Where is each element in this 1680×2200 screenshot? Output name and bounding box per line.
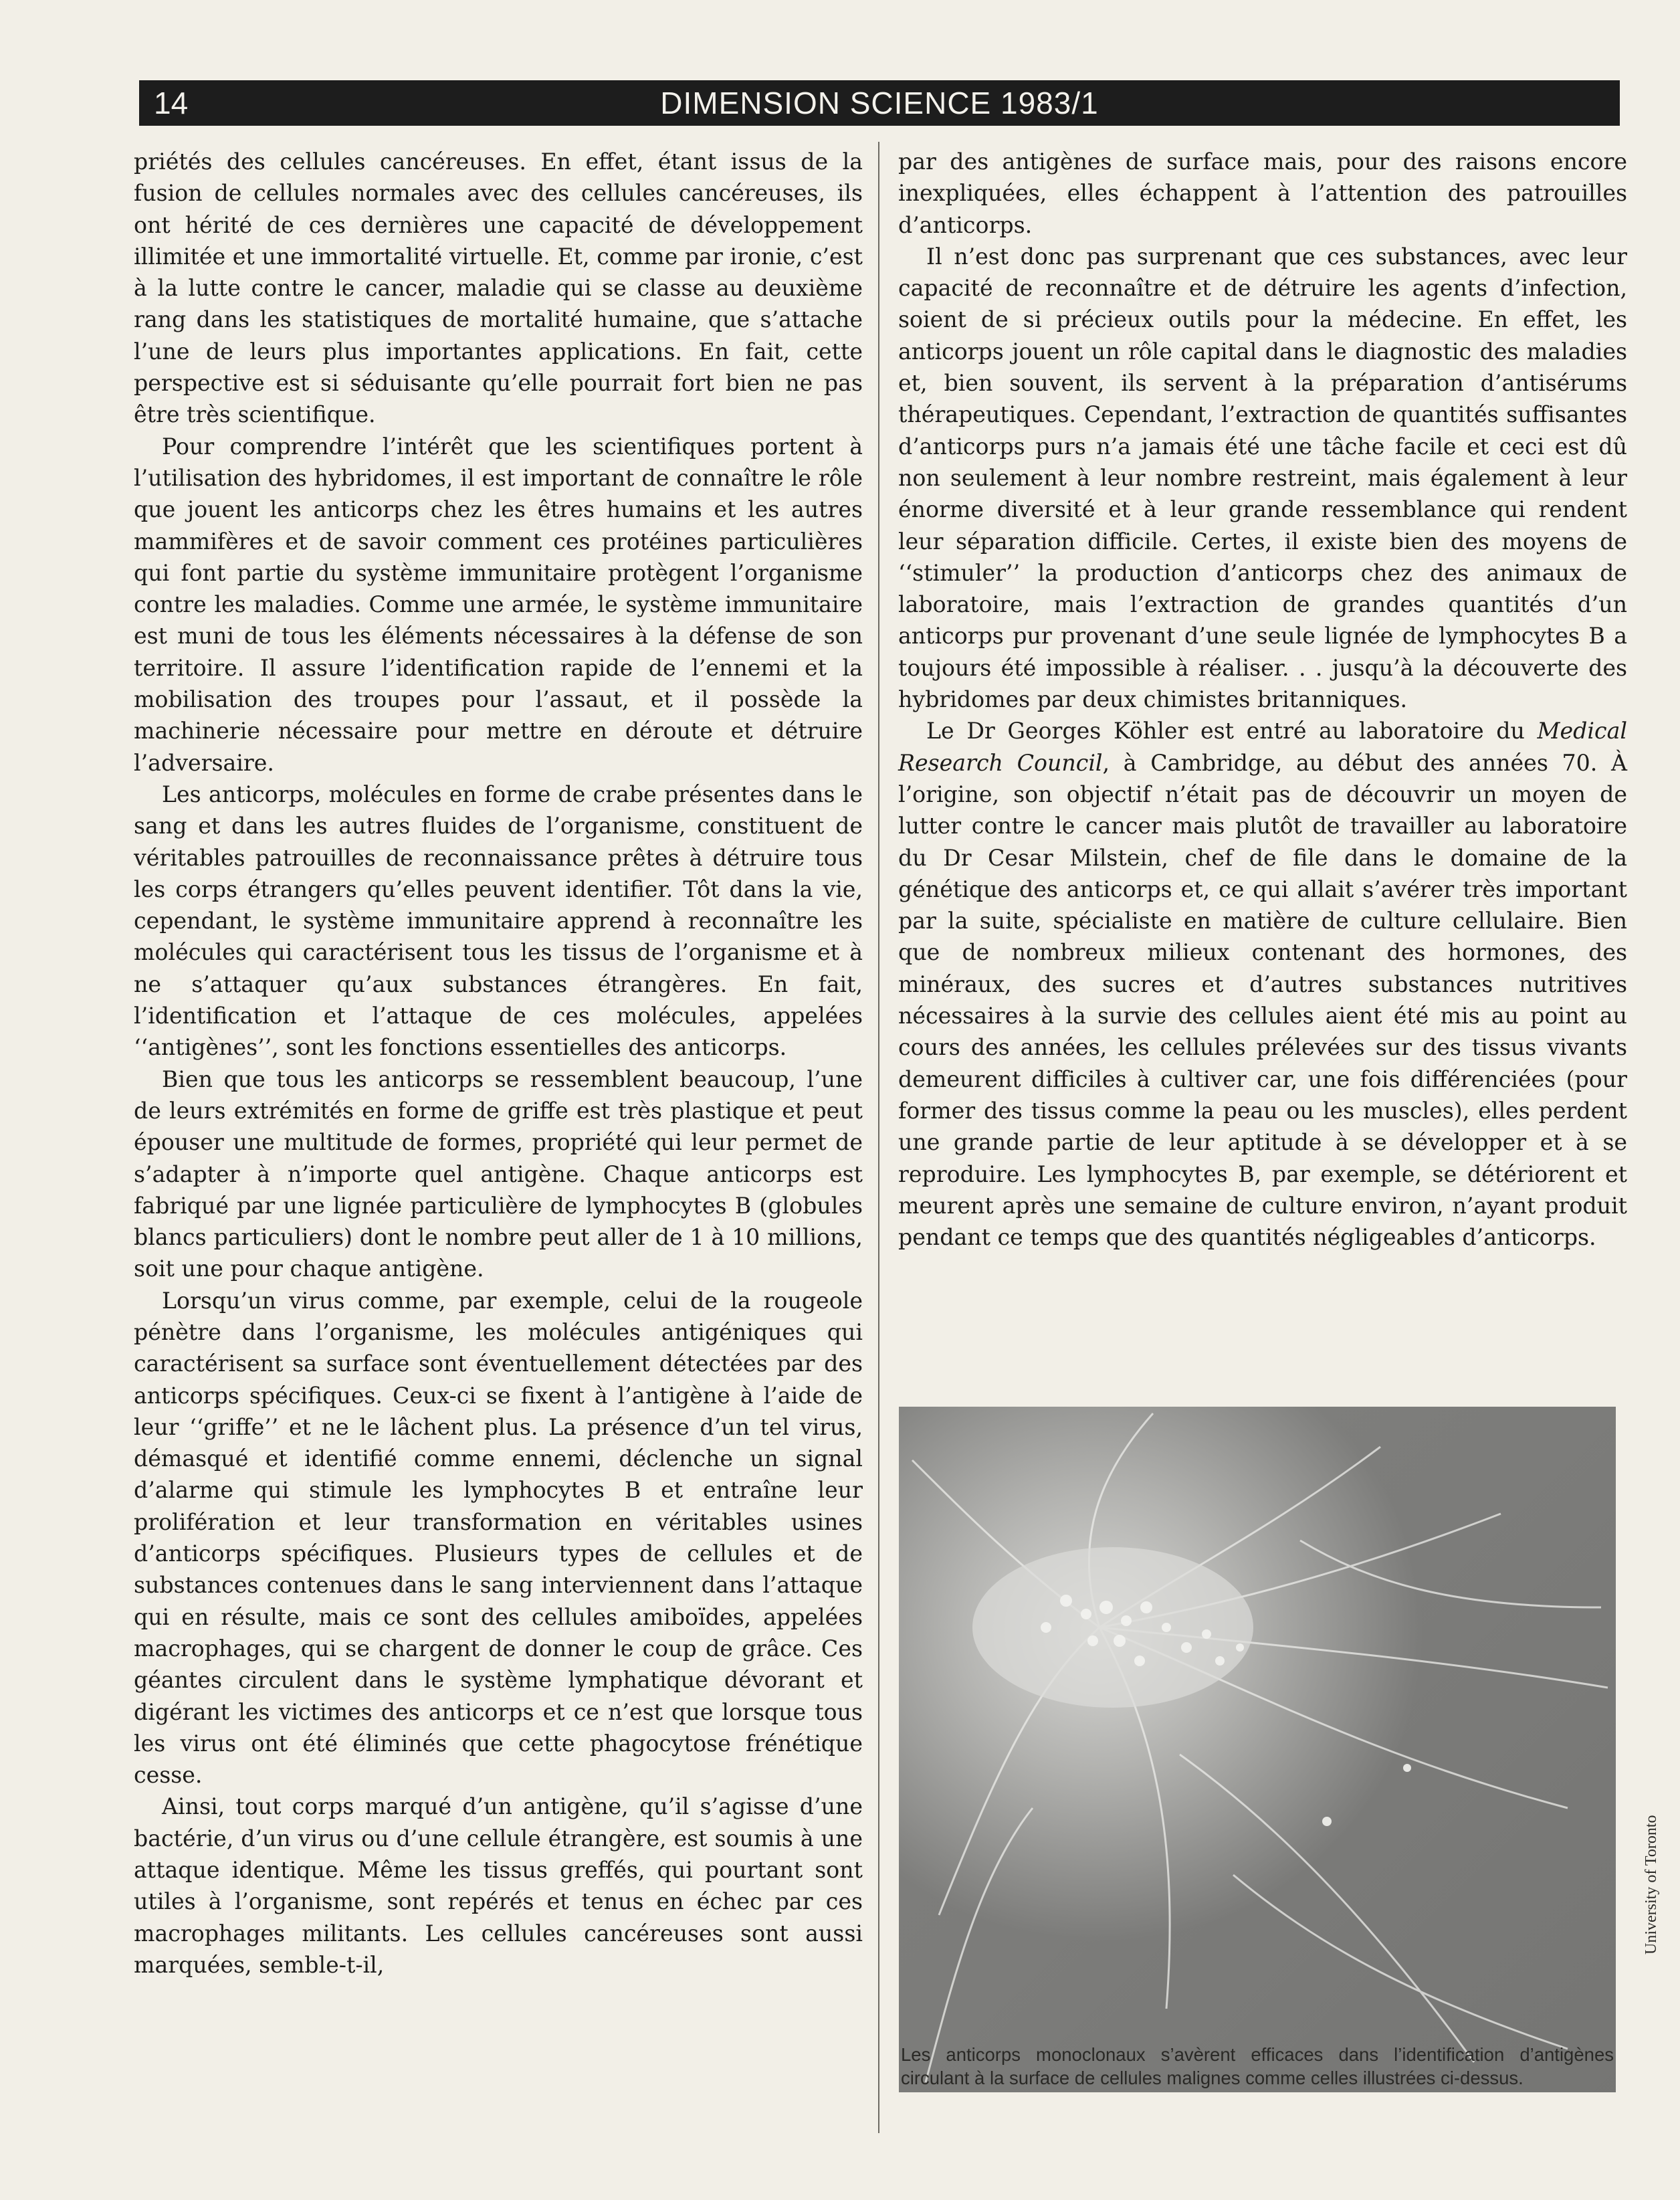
page-number: 14 (154, 86, 189, 120)
paragraph: par des antigènes de surface mais, pour des raisons encore inexpliquées, elles échappent à l’attention des patrouilles d’anticorps. (898, 148, 1627, 238)
paragraph: Les anticorps, molécules en forme de crabe présentes dans le sang et dans les autres fluides de l’organisme, constituent de véritables patrouilles de reconnaissance prêtes à détruire tous les corps étrangers qu’elles peuvent identifier. Tôt dans la vie, cependant, le système immunitaire apprend à reconnaître les molécules qui caractérisent tous les tissus de l’organisme et à ne s’attaquer qu’aux substances étrangères. En fait, l’identification et l’attaque de ces molécules, appelées ‘‘antigènes’’, sont les fonctions essentielles des anticorps. (134, 781, 863, 1061)
paragraph: Bien que tous les anticorps se ressemblent beaucoup, l’une de leurs extrémités en forme de griffe est très plastique et peut épouser une multitude de formes, propriété qui leur permet de s’adapter à n’importe quel antigène. Chaque anticorps est fabriqué par une lignée particulière de lymphocytes B (globules blancs particuliers) dont le nombre peut aller de 1 à 10 millions, soit une pour chaque antigène. (134, 1066, 863, 1282)
paragraph: Il n’est donc pas surprenant que ces substances, avec leur capacité de reconnaître et de détruire les agents d’infection, soient de si précieux outils pour la médecine. En effet, les anticorps jouent un rôle capital dans le diagnostic des maladies et, bien souvent, ils servent à la préparation d’antisérums thérapeutiques. Cependant, l’extraction de quantités suffisantes d’anticorps purs n’a jamais été une tâche facile et ceci est dû non seulement à leur nombre restreint, mais également à leur énorme diversité et à leur grande ressemblance qui rendent leur séparation difficile. Certes, il existe bien des moyens de ‘‘stimuler’’ la production d’anticorps chez des animaux de laboratoire, mais l’extraction de grandes quantités d’un anticorps pur provenant d’une seule lignée de lymphocytes B a toujours été impossible à réaliser. . . jusqu’à la découverte des hybridomes par deux chimistes britanniques. (898, 243, 1627, 713)
left-column (134, 146, 863, 1981)
institution-name: Medical Research Council (898, 718, 1627, 776)
right-column (898, 146, 1627, 1253)
photo-credit: University of Toronto (1643, 1815, 1660, 1955)
paragraph: priétés des cellules cancéreuses. En effet, étant issus de la fusion de cellules normales avec des cellules cancéreuses, ils ont hérité de ces dernières une capacité de développement illimitée et une immortalité virtuelle. Et, comme par ironie, c’est à la lutte contre le cancer, maladie qui se classe au deuxième rang dans les statistiques de mortalité humaine, que s’attache l’une de leurs plus importantes applications. En fait, cette perspective est si séduisante qu’elle pourrait fort bien ne pas être très scientifique. (134, 148, 863, 428)
paragraph-text: Le Dr Georges Köhler est entré au laboratoire du (926, 718, 1525, 744)
paragraph-text: , à Cambridge, au début des années 70. À l’origine, son objectif n’était pas de découvrir un moyen de lutter contre le cancer mais plutôt de travailler au laboratoire du Dr Cesar Milstein, chef de file dans le domaine de la génétique des anticorps et, ce qui allait s’avérer très important par la suite, spécialiste en matière de culture cellulaire. Bien que de nombreux milieux contenant des hormones, des minéraux, des sucres et d’autres substances nutritives nécessaires à la survie des cellules aient été mis au point au cours des années, les cellules prélevées sur des tissus vivants demeurent difficiles à cultiver car, une fois différenciées (pour former des tissus comme la peau ou les muscles), elles perdent une grande partie de leur aptitude à se développer et à se reproduire. Les lymphocytes B, par exemple, se détériorent et meurent après une semaine de culture environ, n’ayant produit pendant ce temps que des quantités négligeables d’anticorps. (898, 749, 1627, 1251)
paragraph: Lorsqu’un virus comme, par exemple, celui de la rougeole pénètre dans l’organisme, les molécules antigéniques qui caractérisent sa surface sont éventuellement détectées par des anticorps spécifiques. Ceux-ci se fixent à l’antigène à l’aide de leur ‘‘griffe’’ et ne le lâchent plus. La présence d’un tel virus, démasqué et identifié comme ennemi, déclenche un signal d’alarme qui stimule les lymphocytes B et entraîne leur prolifération et leur transformation en véritables usines d’anticorps spécifiques. Plusieurs types de cellules et de substances contenues dans le sang interviennent dans l’attaque qui en résulte, mais ce sont des cellules amiboïdes, appelées macrophages, qui se chargent de donner le coup de grâce. Ces géantes circulent dans le système lymphatique dévorant et digérant les victimes des anticorps et ce n’est que lorsque tous les virus ont été éliminés que cette phagocytose frénétique cesse. (134, 1287, 863, 1789)
publication-title: DIMENSION SCIENCE 1983/1 (660, 86, 1099, 120)
paragraph (898, 715, 1627, 1253)
cell-micrograph-image (899, 1407, 1616, 2092)
paragraph: Pour comprendre l’intérêt que les scientifiques portent à l’utilisation des hybridomes, il est important de connaître le rôle que jouent les anticorps chez les êtres humains et les autres mammifères et de savoir comment ces protéines particulières qui font partie du système immunitaire protègent l’organisme contre les maladies. Comme une armée, le système immunitaire est muni de tous les éléments nécessaires à la défense de son territoire. Il assure l’identification rapide de l’ennemi et la mobilisation des troupes pour l’assaut, et il possède la machinerie nécessaire pour mettre en déroute et détruire l’adversaire. (134, 433, 863, 776)
figure-caption: Les anticorps monoclonaux s’avèrent efficaces dans l’identification d’antigènes circulant à la surface de cellules malignes comme celles illustrées ci-dessus. (901, 2044, 1614, 2088)
paragraph: Ainsi, tout corps marqué d’un antigène, qu’il s’agisse d’une bactérie, d’un virus ou d’une cellule étrangère, est soumis à une attaque identique. Même les tissus greffés, qui pourtant sont utiles à l’organisme, sont repérés et tenus en échec par ces macrophages militants. Les cellules cancéreuses sont aussi marquées, semble-t-il, (134, 1793, 863, 1978)
page-header (139, 80, 1620, 126)
column-divider (878, 142, 879, 2133)
micrograph-photo (899, 1407, 1616, 2092)
